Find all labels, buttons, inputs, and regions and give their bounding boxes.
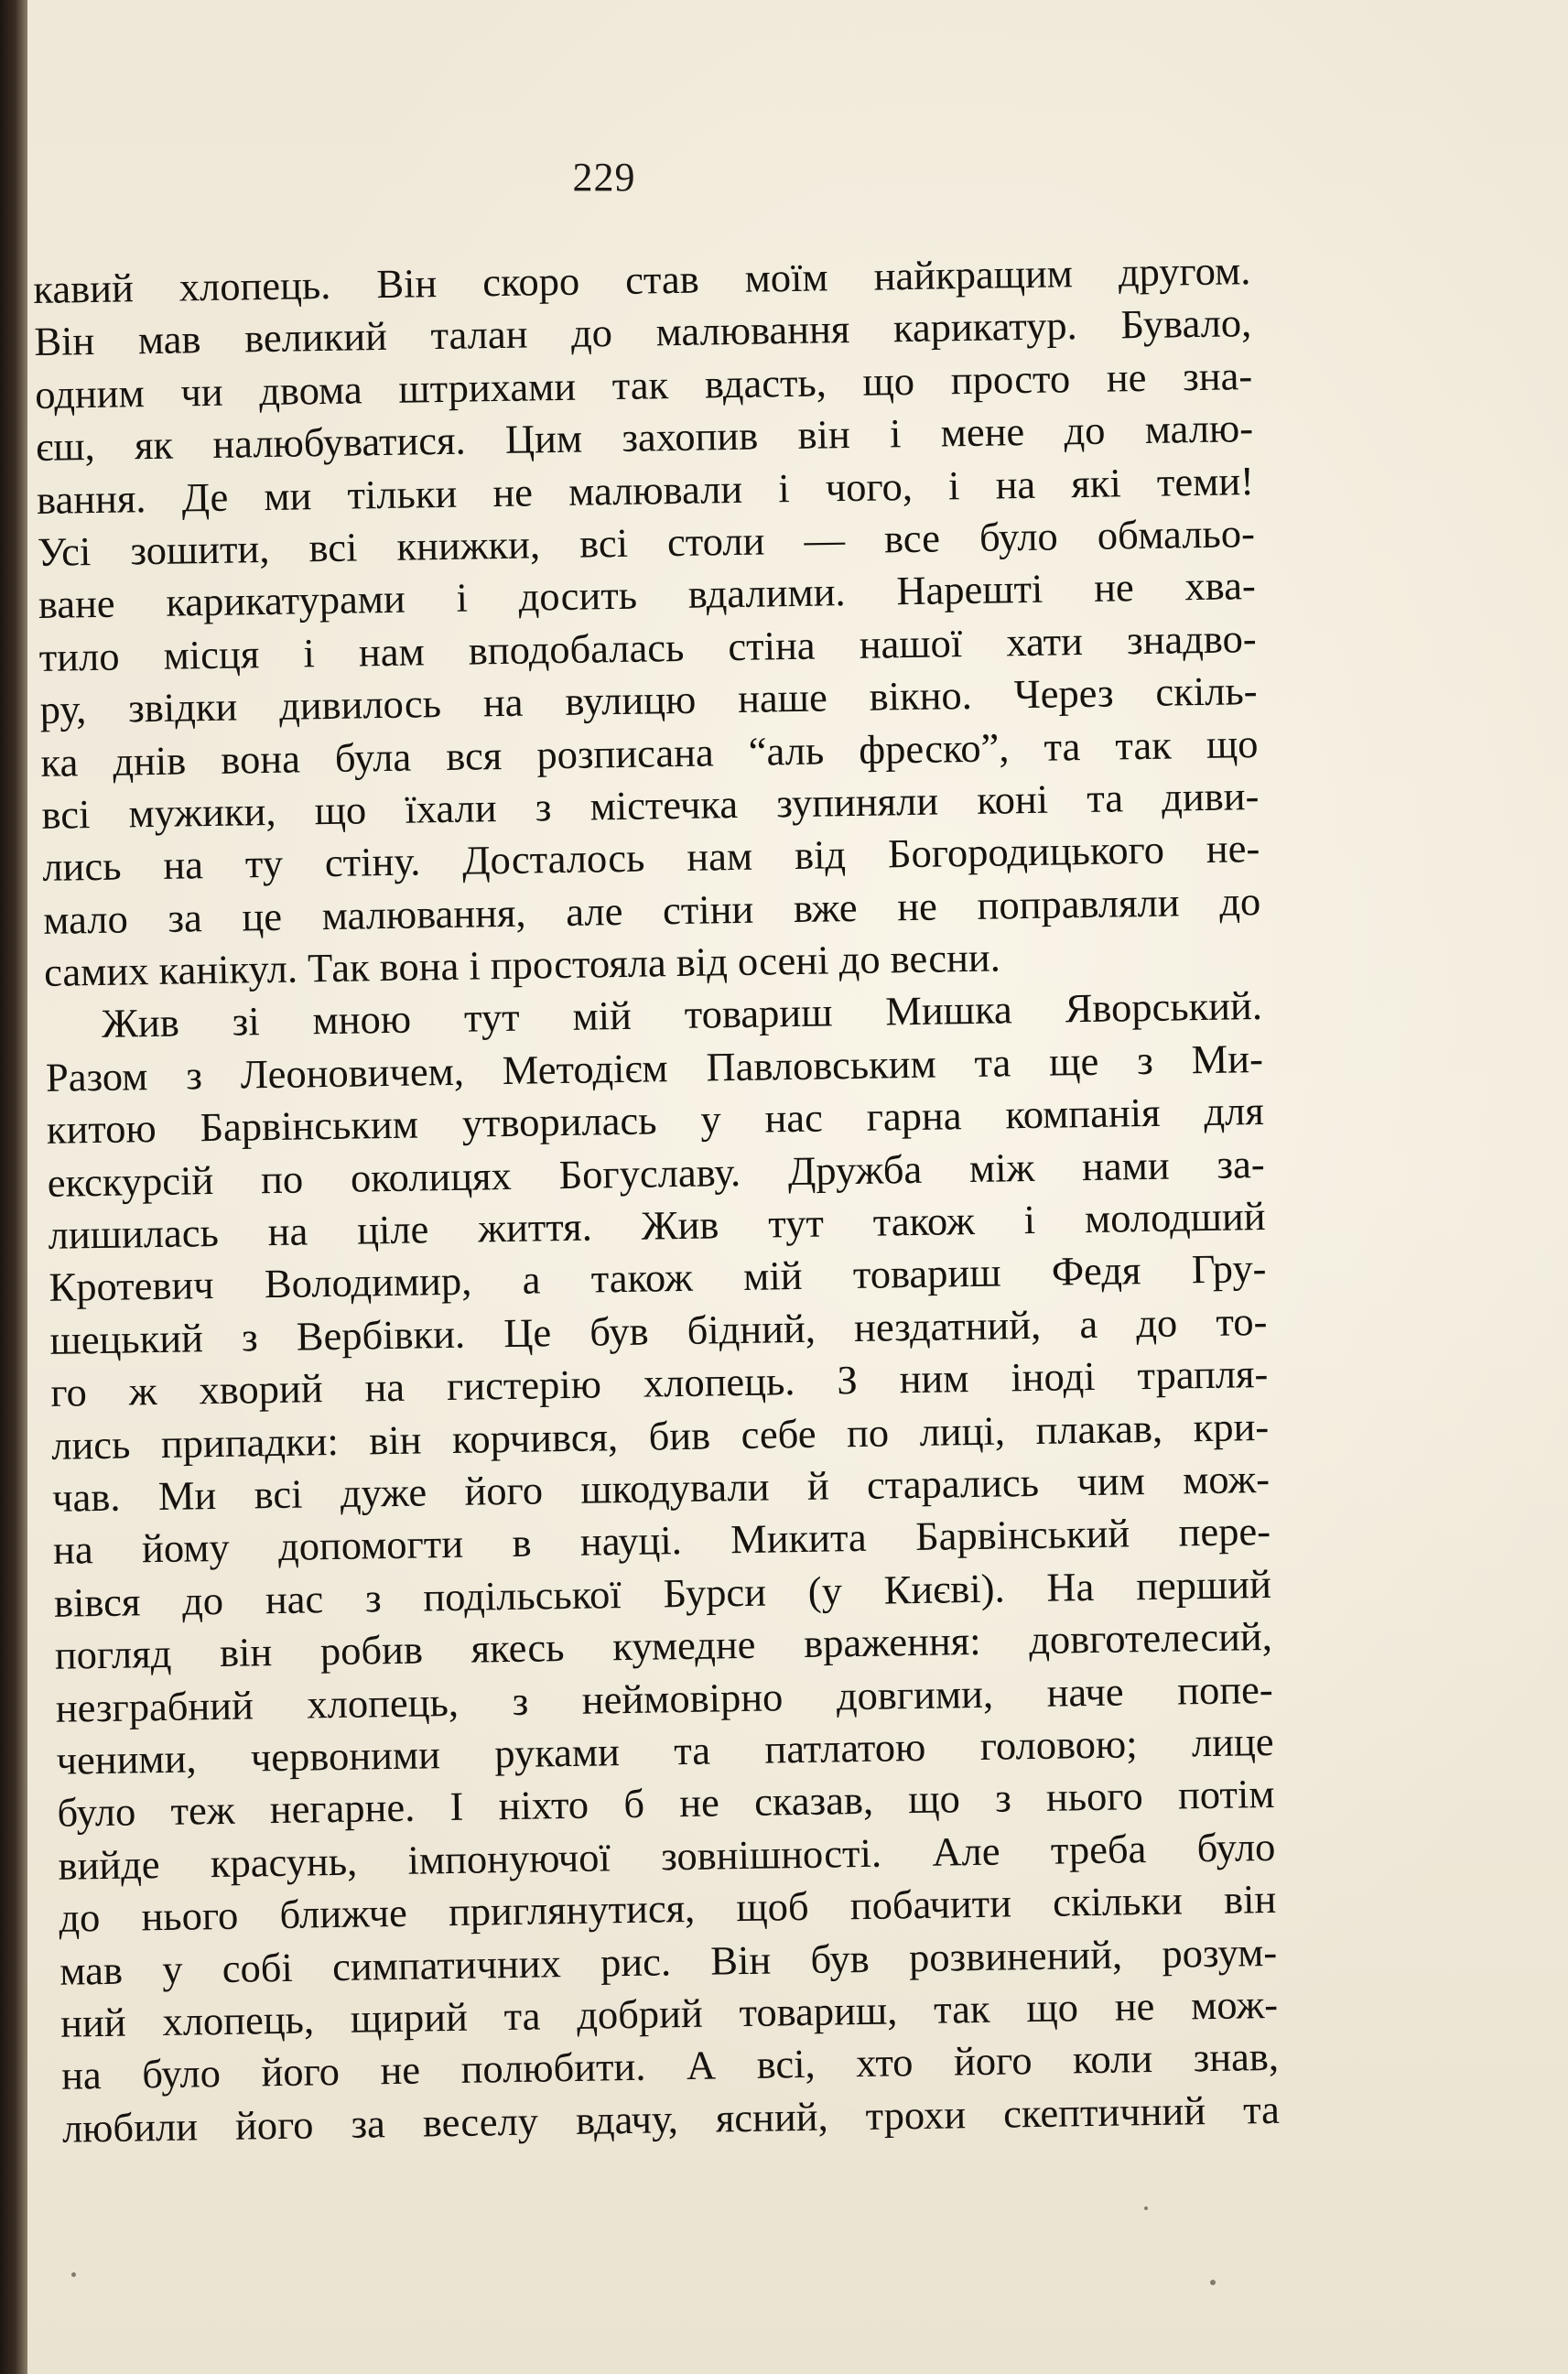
- text-line: одним чи двома штрихами так вдасть, що просто не зна-: [34, 352, 1253, 417]
- text-line: ний хлопець, щирий та добрий товариш, так що не мож-: [59, 1980, 1279, 2046]
- text-line: тило місця і нам вподобалась стіна нашої хати знадво-: [38, 614, 1257, 680]
- text-line: на йому допомогти в науці. Микита Барвінський пере-: [52, 1508, 1271, 1574]
- text-line: кавий хлопець. Він скоро став моїм найкращим другом.: [33, 247, 1251, 312]
- paragraph-end-line: самих канікул. Так вона і простояла від осені до весни.: [43, 934, 1001, 995]
- text-line: мало за це малювання, але стіни вже не поправляли до: [42, 877, 1261, 943]
- text-line: чав. Ми всі дуже його шкодували й старались чим мож-: [51, 1455, 1271, 1521]
- text-line: вання. Де ми тільки не малювали і чого, і на які теми!: [36, 457, 1255, 523]
- text-line: на було його не полюбити. А всі, хто його коли знав,: [60, 2033, 1280, 2099]
- text-line: лишилась на ціле життя. Жив тут також і молодший: [48, 1193, 1266, 1258]
- text-line: мав у собі симпатичних рис. Він був розвинений, розум-: [59, 1928, 1278, 1994]
- page-number: 229: [572, 155, 636, 200]
- text-line: ру, звідки дивилось на вулицю наше вікно. Через скіль-: [39, 667, 1258, 733]
- text-line: шецький з Вербівки. Це був бідний, нездатний, а до то-: [49, 1297, 1268, 1363]
- text-line: вийде красунь, імпонуючої зовнішності. Але треба було: [58, 1823, 1276, 1889]
- text-line: лись на ту стіну. Досталось нам від Богородицького не-: [41, 825, 1260, 891]
- text-line: го ж хворий на гистерію хлопець. З ним іноді трапля-: [49, 1350, 1269, 1416]
- text-line: всі мужики, що їхали з містечка зупиняли коні та диви-: [41, 772, 1260, 838]
- text-line: незграбний хлопець, з неймовірно довгими, наче попе-: [55, 1665, 1274, 1731]
- text-line: ченими, червоними руками та патлатою головою; лице: [56, 1718, 1274, 1783]
- paper-speck: [1210, 2280, 1216, 2285]
- text-line: ване карикатурами і досить вдалими. Нарешті не хва-: [38, 562, 1257, 628]
- text-line: Кротевич Володимир, а також мій товариш Федя Гру-: [49, 1245, 1267, 1311]
- text-line: вівся до нас з подільської Бурси (у Києві). На перший: [53, 1560, 1272, 1626]
- text-line: екскурсій по околицях Богуславу. Дружба між нами за-: [47, 1140, 1265, 1206]
- text-line: Він мав великий талан до малювання карикатур. Бувало,: [33, 299, 1252, 365]
- text-line: Разом з Леоновичем, Методієм Павловським та ще з Ми-: [45, 1035, 1264, 1100]
- text-line: до нього ближче приглянутися, щоб побачити скільки він: [58, 1875, 1277, 1941]
- page-body-text: [33, 244, 1280, 2155]
- book-binding-edge: [0, 0, 27, 2374]
- text-line: лись припадки: він корчився, бив себе по лиці, плакав, кри-: [50, 1403, 1270, 1469]
- text-line: Усі зошити, всі книжки, всі столи — все було обмальо-: [37, 510, 1256, 575]
- text-line: було теж негарне. І ніхто б не сказав, що з нього потім: [57, 1771, 1275, 1837]
- paper-speck: [71, 2272, 76, 2277]
- text-line: ка днів вона була вся розписана “аль фреско”, та так що: [40, 720, 1259, 786]
- text-line: єш, як налюбуватися. Цим захопив він і мене до малю-: [35, 405, 1254, 471]
- text-line: любили його за веселу вдачу, ясний, трохи скептичний та: [61, 2086, 1281, 2152]
- paragraph-start-line: Жив зі мною тут мій товариш Мишка Яворський.: [101, 982, 1263, 1047]
- paper-speck: [1144, 2206, 1148, 2210]
- text-line: погляд він робив якесь кумедне враження: довготелесий,: [54, 1613, 1273, 1678]
- text-line: китою Барвінським утворилась у нас гарна компанія для: [46, 1088, 1265, 1154]
